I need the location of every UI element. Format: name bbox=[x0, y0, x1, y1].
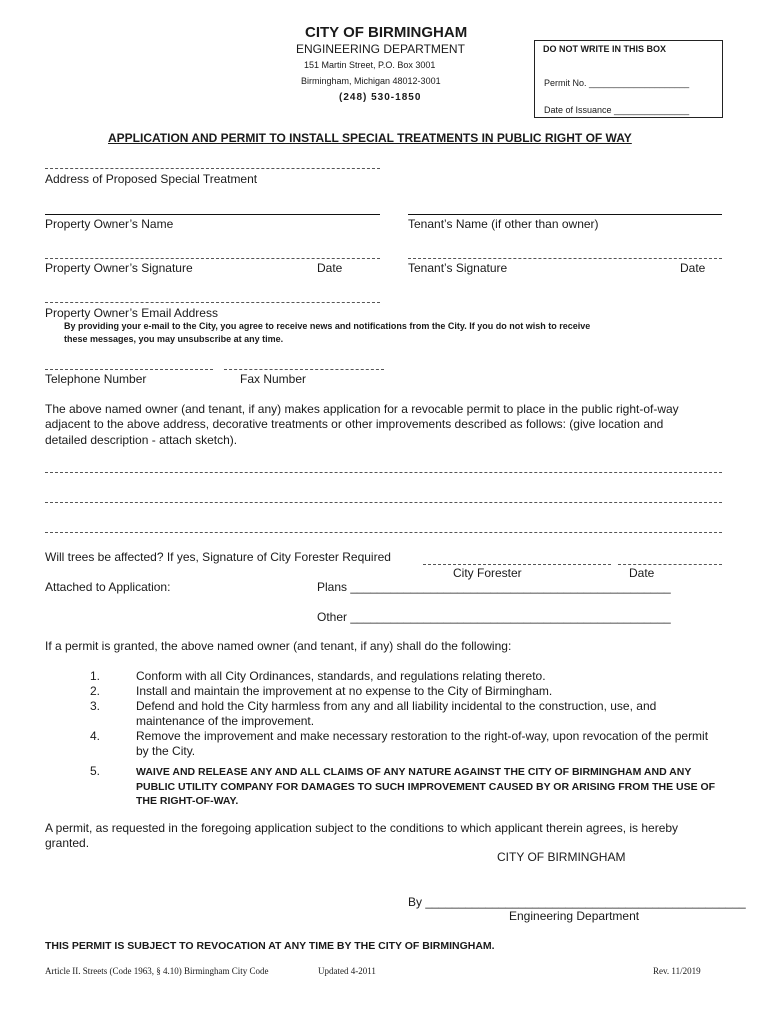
owner-signature-label: Property Owner’s Signature bbox=[45, 261, 193, 275]
owner-email-input-line[interactable] bbox=[45, 302, 380, 303]
plans-field[interactable]: Plans ________________________________________________ bbox=[317, 580, 671, 594]
permit-number-field[interactable]: Permit No. ____________________ bbox=[544, 78, 690, 88]
engineering-department-label: Engineering Department bbox=[509, 909, 640, 923]
owner-name-input-line[interactable] bbox=[45, 214, 380, 215]
owner-email-label: Property Owner’s Email Address bbox=[45, 306, 218, 320]
description-text-line-1: The above named owner (and tenant, if any) makes application for a revocable permit to place in the public right-of-way bbox=[45, 402, 679, 416]
email-notice-line-2: these messages, you may unsubscribe at any time. bbox=[64, 334, 284, 344]
telephone-input-line[interactable] bbox=[45, 369, 213, 370]
form-title: APPLICATION AND PERMIT TO INSTALL SPECIAL TREATMENTS IN PUBLIC RIGHT OF WAY bbox=[108, 131, 632, 145]
condition-text: Install and maintain the improvement at no expense to the City of Birmingham. bbox=[136, 684, 553, 698]
phone-number: (248) 530-1850 bbox=[339, 92, 422, 103]
tenant-name-input-line[interactable] bbox=[408, 214, 722, 215]
forester-label: City Forester bbox=[453, 566, 522, 580]
owner-signature-date-label: Date bbox=[317, 261, 343, 275]
tenant-signature-date-label: Date bbox=[680, 261, 706, 275]
condition-text: Remove the improvement and make necessary restoration to the right-of-way, upon revocation of the permit by the City. bbox=[136, 729, 709, 758]
footer-code-reference: Article II. Streets (Code 1963, § 4.10) Birmingham City Code bbox=[45, 966, 269, 976]
condition-number: 4. bbox=[89, 729, 100, 743]
grant-signature-field[interactable]: By ________________________________________________ bbox=[408, 895, 746, 909]
telephone-label: Telephone Number bbox=[45, 372, 147, 386]
grant-text-line-2: granted. bbox=[45, 836, 90, 850]
tenant-signature-input-line[interactable] bbox=[408, 258, 722, 259]
office-use-box bbox=[534, 40, 723, 118]
address-input-line[interactable] bbox=[45, 168, 380, 169]
fax-label: Fax Number bbox=[240, 372, 307, 386]
condition-number: 5. bbox=[89, 764, 100, 778]
city-title: CITY OF BIRMINGHAM bbox=[305, 24, 468, 41]
forester-date-label: Date bbox=[629, 566, 655, 580]
condition-number: 1. bbox=[89, 669, 100, 683]
revocation-notice: THIS PERMIT IS SUBJECT TO REVOCATION AT ANY TIME BY THE CITY OF BIRMINGHAM. bbox=[45, 940, 495, 952]
grant-city-name: CITY OF BIRMINGHAM bbox=[497, 850, 626, 864]
condition-waiver-text: WAIVE AND RELEASE ANY AND ALL CLAIMS OF ANY NATURE AGAINST THE CITY OF BIRMINGHAM AND ANY PUBLIC UTILITY COMPANY FOR DAMAGES TO SUCH IMPROVEMENT CAUSED BY OR ARISING FROM THE USE OF THE RIGHT-OF-WAY. bbox=[136, 766, 716, 807]
trees-question: Will trees be affected? If yes, Signature of City Forester Required bbox=[45, 550, 391, 564]
department-name: ENGINEERING DEPARTMENT bbox=[296, 42, 465, 56]
forester-date-input-line[interactable] bbox=[618, 564, 722, 565]
condition-number: 2. bbox=[89, 684, 100, 698]
footer-revision: Rev. 11/2019 bbox=[653, 966, 701, 976]
fax-input-line[interactable] bbox=[224, 369, 384, 370]
description-input-line-3[interactable] bbox=[45, 532, 722, 533]
condition-number: 3. bbox=[89, 699, 100, 713]
email-notice-line-1: By providing your e-mail to the City, you agree to receive news and notifications from the City. If you do not wish to receive bbox=[64, 321, 591, 331]
address-street: 151 Martin Street, P.O. Box 3001 bbox=[304, 60, 436, 70]
condition-text: Defend and hold the City harmless from any and all liability incidental to the construction, use, and maintenance of the improvement. bbox=[136, 699, 657, 728]
condition-text: Conform with all City Ordinances, standards, and regulations relating thereto. bbox=[136, 669, 546, 683]
other-field[interactable]: Other ________________________________________________ bbox=[317, 610, 671, 624]
tenant-name-label: Tenant’s Name (if other than owner) bbox=[408, 217, 599, 231]
grant-text-line-1: A permit, as requested in the foregoing application subject to the conditions to which applicant therein agrees, is hereby bbox=[45, 821, 679, 835]
description-input-line-2[interactable] bbox=[45, 502, 722, 503]
description-input-line-1[interactable] bbox=[45, 472, 722, 473]
description-text-line-2: adjacent to the above address, decorative treatments or other improvements described as follows: (give location and bbox=[45, 417, 664, 431]
owner-name-label: Property Owner’s Name bbox=[45, 217, 174, 231]
address-label: Address of Proposed Special Treatment bbox=[45, 172, 258, 186]
address-city: Birmingham, Michigan 48012-3001 bbox=[301, 76, 441, 86]
date-of-issuance-field[interactable]: Date of Issuance _______________ bbox=[544, 105, 690, 115]
office-box-title: DO NOT WRITE IN THIS BOX bbox=[543, 44, 666, 54]
forester-signature-input-line[interactable] bbox=[423, 564, 611, 565]
footer-updated: Updated 4-2011 bbox=[318, 966, 376, 976]
attachments-label: Attached to Application: bbox=[45, 580, 171, 594]
description-text-line-3: detailed description - attach sketch). bbox=[45, 433, 238, 447]
conditions-intro: If a permit is granted, the above named owner (and tenant, if any) shall do the following: bbox=[45, 639, 512, 653]
tenant-signature-label: Tenant’s Signature bbox=[408, 261, 508, 275]
owner-signature-input-line[interactable] bbox=[45, 258, 380, 259]
